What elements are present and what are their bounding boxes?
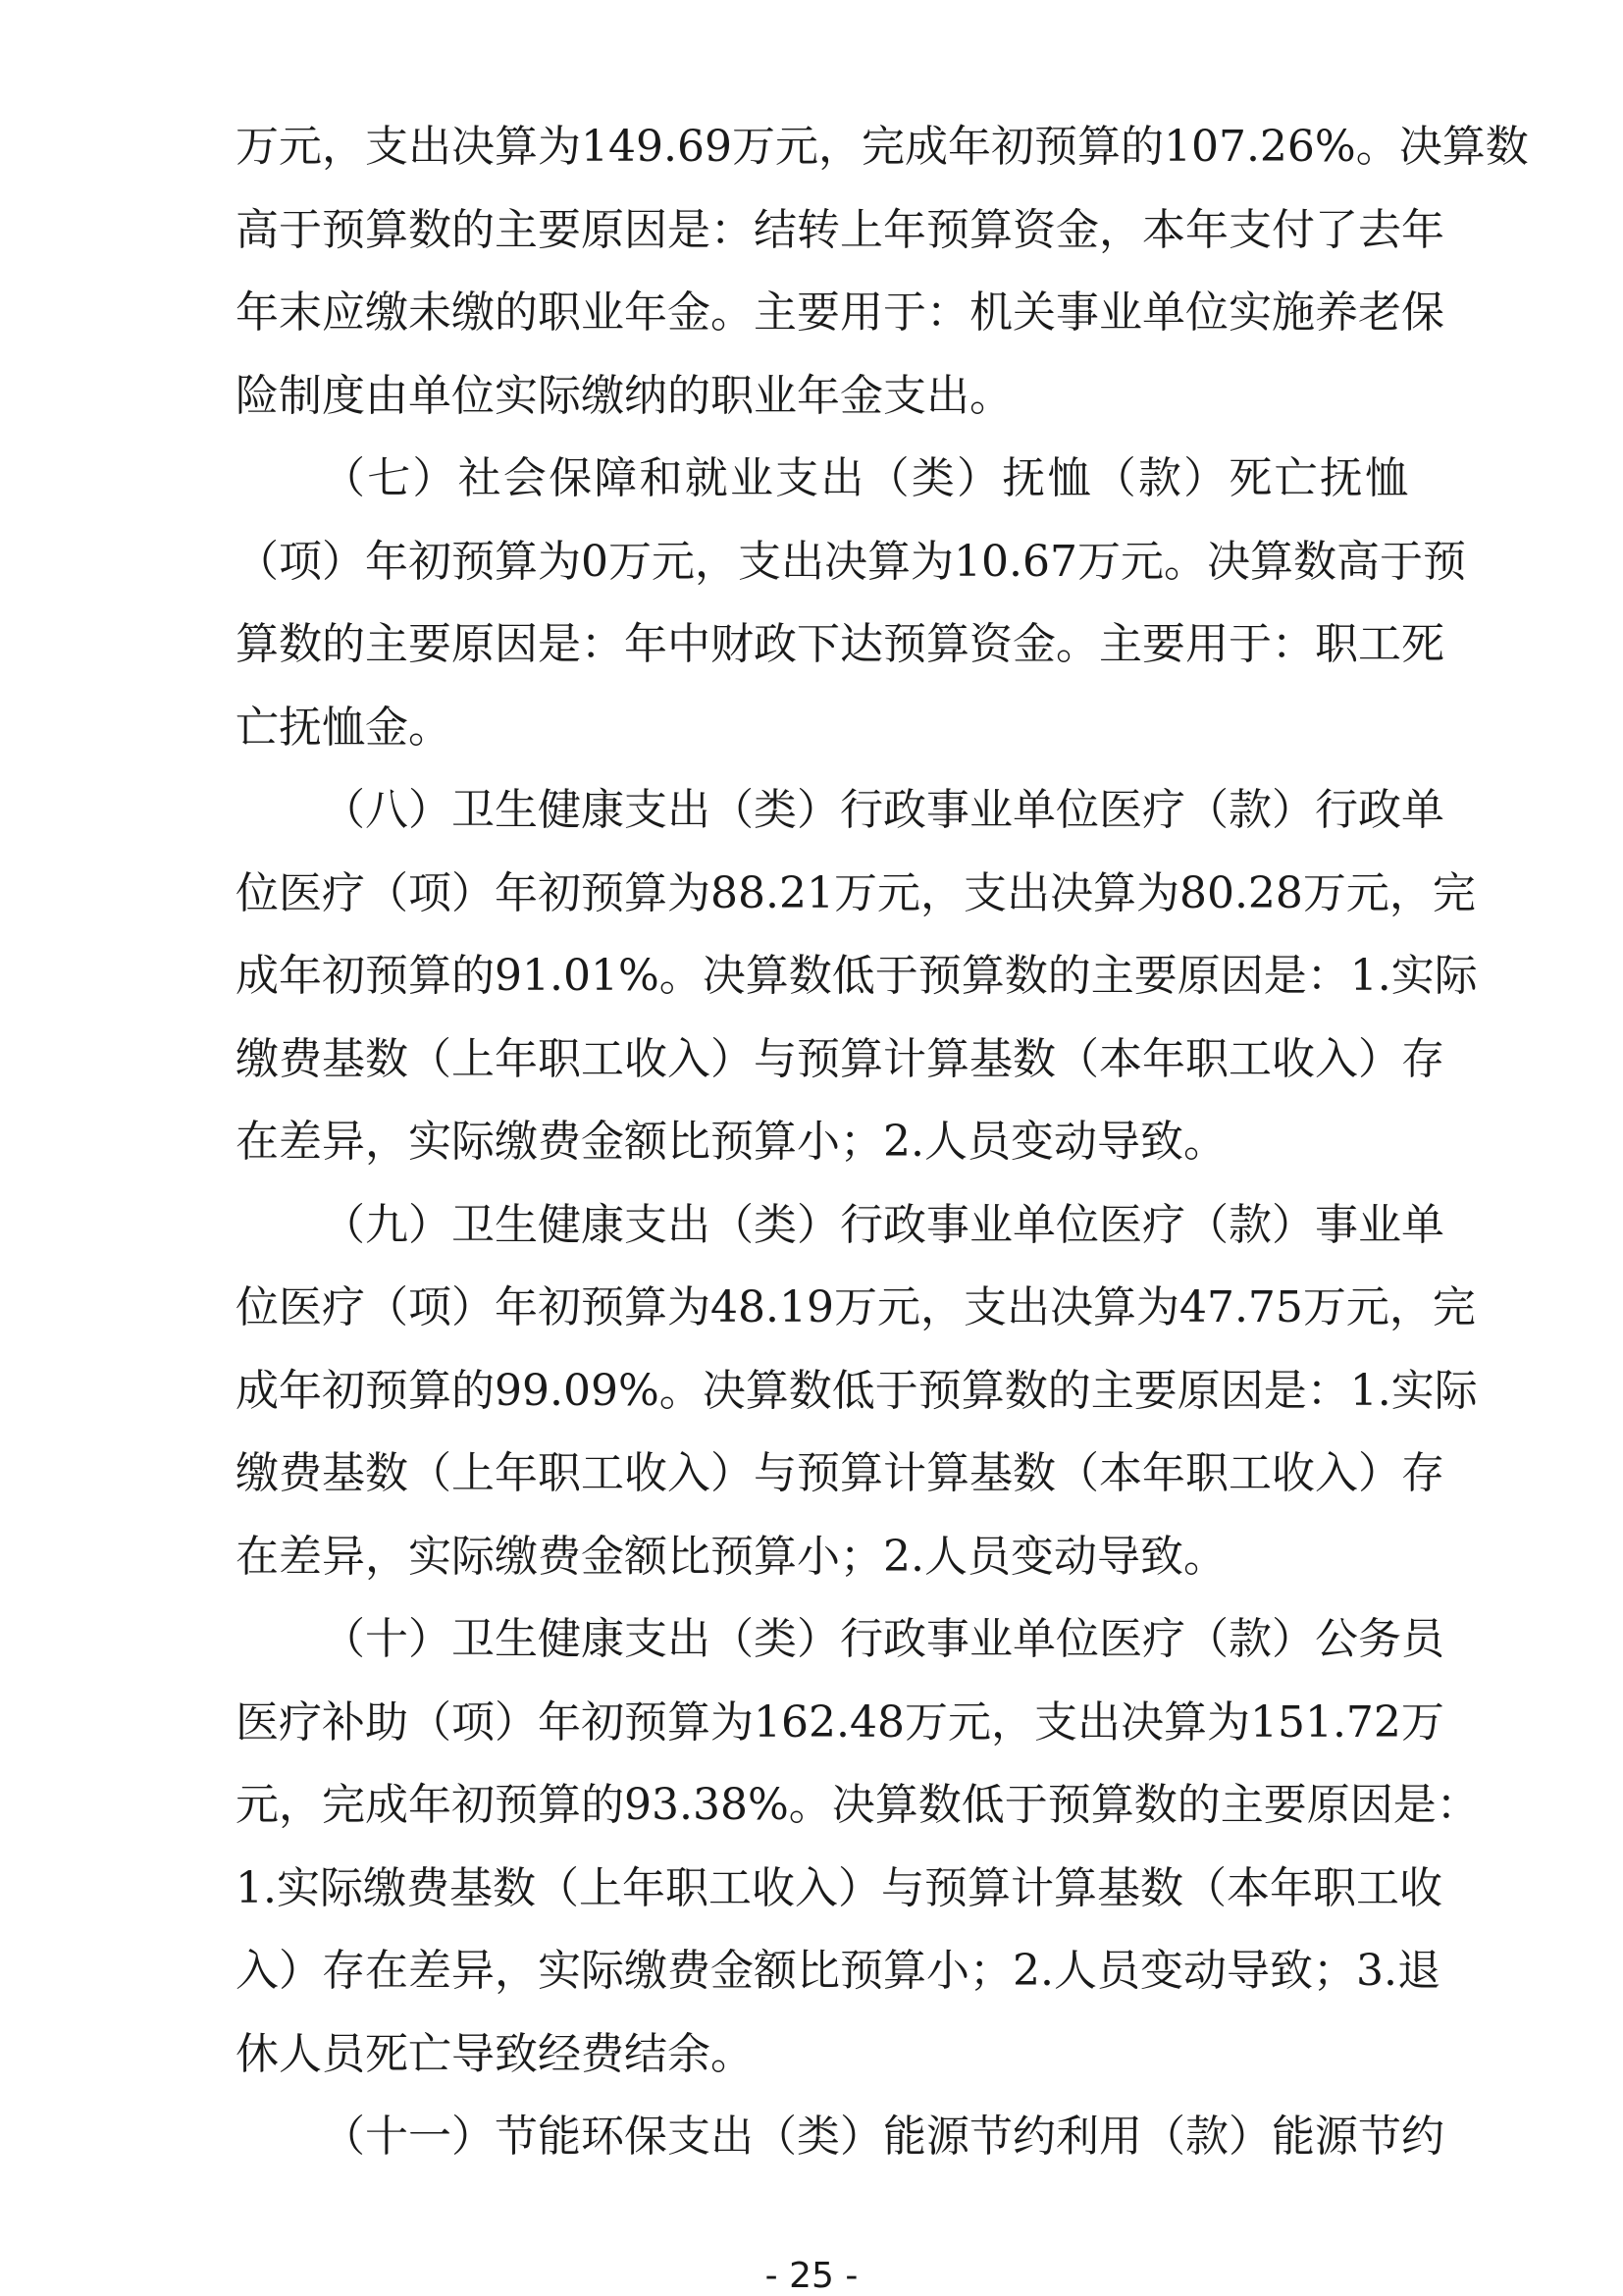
paragraph-line: （九）卫生健康支出（类）行政事业单位医疗（款）事业单 xyxy=(322,1199,1444,1250)
paragraph-line: 位医疗（项）年初预算为88.21万元，支出决算为80.28万元，完 xyxy=(236,867,1476,918)
paragraph-line: 在差异，实际缴费金额比预算小；2.人员变动导致。 xyxy=(236,1531,1227,1582)
paragraph-line: 缴费基数（上年职工收入）与预算计算基数（本年职工收入）存 xyxy=(236,1033,1444,1084)
paragraph-line: 1.实际缴费基数（上年职工收入）与预算计算基数（本年职工收 xyxy=(236,1862,1442,1913)
document-body xyxy=(236,106,1529,2179)
paragraph-line: 在差异，实际缴费金额比预算小；2.人员变动导致。 xyxy=(236,1117,1227,1167)
paragraph-line: 缴费基数（上年职工收入）与预算计算基数（本年职工收入）存 xyxy=(236,1448,1444,1498)
paragraph-line: （项）年初预算为0万元，支出决算为10.67万元。决算数高于预 xyxy=(236,536,1466,587)
paragraph-line: 休人员死亡导致经费结余。 xyxy=(236,2028,754,2079)
paragraph-line: 入）存在差异，实际缴费金额比预算小；2.人员变动导致；3.退 xyxy=(236,1946,1440,1996)
paragraph-line: 高于预算数的主要原因是：结转上年预算资金，本年支付了去年 xyxy=(236,204,1444,255)
paragraph-line: （七）社会保障和就业支出（类）抚恤（款）死亡抚恤 xyxy=(322,453,1408,503)
paragraph-line: （八）卫生健康支出（类）行政事业单位医疗（款）行政单 xyxy=(322,785,1444,835)
paragraph-line: 年末应缴未缴的职业年金。主要用于：机关事业单位实施养老保 xyxy=(236,287,1444,338)
page-number: - 25 - xyxy=(764,2256,859,2296)
paragraph-line: 成年初预算的91.01%。决算数低于预算数的主要原因是：1.实际 xyxy=(236,951,1478,1001)
paragraph-line: 算数的主要原因是：年中财政下达预算资金。主要用于：职工死 xyxy=(236,619,1444,669)
paragraph-line: 元，完成年初预算的93.38%。决算数低于预算数的主要原因是： xyxy=(236,1780,1480,1830)
paragraph-line: 亡抚恤金。 xyxy=(236,702,451,753)
paragraph-line: 万元，支出决算为149.69万元，完成年初预算的107.26%。决算数 xyxy=(236,122,1529,172)
paragraph-line: （十）卫生健康支出（类）行政事业单位医疗（款）公务员 xyxy=(322,1614,1444,1664)
paragraph-line: 成年初预算的99.09%。决算数低于预算数的主要原因是：1.实际 xyxy=(236,1365,1478,1416)
paragraph-line: 医疗补助（项）年初预算为162.48万元，支出决算为151.72万 xyxy=(236,1696,1444,1748)
paragraph-line: 险制度由单位实际缴纳的职业年金支出。 xyxy=(236,370,1013,421)
paragraph-line: 位医疗（项）年初预算为48.19万元，支出决算为47.75万元，完 xyxy=(236,1282,1476,1332)
paragraph-line: （十一）节能环保支出（类）能源节约利用（款）能源节约 xyxy=(322,2112,1444,2162)
